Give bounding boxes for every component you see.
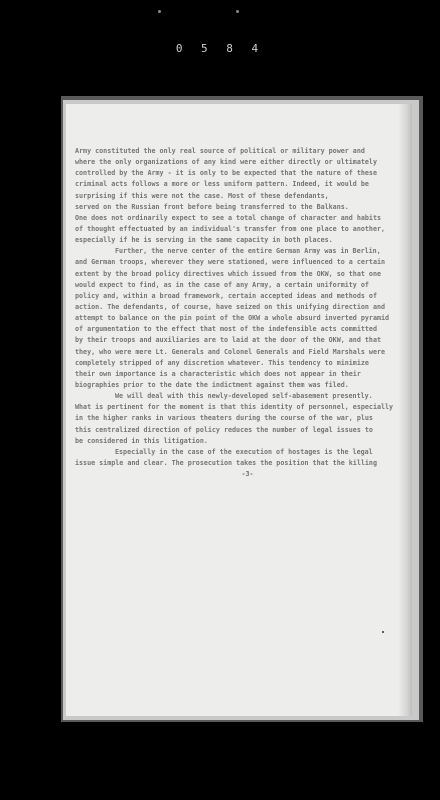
text-line: they, who were mere Lt. Generals and Colonel Generals and Field Marshals were	[75, 347, 386, 356]
text-line: issue simple and clear. The prosecution takes the position that the killing	[75, 458, 377, 467]
text-line: and German troops, wherever they were stationed, were influenced to a certain	[75, 258, 386, 267]
document-page	[66, 104, 412, 716]
text-line: One does not ordinarily expect to see a total change of character and habits	[75, 213, 381, 222]
text-line: We will deal with this newly-developed self-abasement presently.	[115, 392, 373, 401]
text-line: biographies prior to the date the indictment against them was filed.	[75, 380, 349, 389]
page-curl-edge	[398, 104, 412, 716]
text-line: served on the Russian front before being transferred to the Balkans.	[75, 202, 349, 211]
text-line: policy and, within a broad framework, certain accepted ideas and methods of	[75, 291, 377, 300]
text-line: Further, the nerve center of the entire German Army was in Berlin,	[115, 247, 381, 256]
film-edge-marks	[0, 6, 440, 20]
text-line: be considered in this litigation.	[75, 436, 208, 445]
text-line: their own importance is a characteristic which does not appear in their	[75, 369, 361, 378]
text-line: especially if he is serving in the same capacity in both places.	[75, 236, 333, 245]
film-frame-number: 0 5 8 4	[175, 42, 265, 55]
text-line: completely stripped of any discretion whatever. This tendency to minimize	[75, 358, 369, 367]
text-line: attempt to balance on the pin point of the OKW a whole absurd inverted pyramid	[75, 314, 390, 323]
document-body	[75, 146, 400, 480]
dust-speck	[382, 631, 384, 633]
text-line: by their troops and auxiliaries are to laid at the door of the OKW, and that	[75, 336, 381, 345]
text-line: in the higher ranks in various theaters during the course of the war, plus	[75, 414, 373, 423]
text-line: Especially in the case of the execution of hostages is the legal	[115, 447, 373, 456]
text-line: What is pertinent for the moment is that this identity of personnel, especially	[75, 403, 394, 412]
text-line: controlled by the Army - it is only to be expected that the nature of these	[75, 169, 377, 178]
text-line: of argumentation to the effect that most of the indefensible acts committed	[75, 325, 377, 334]
text-line: this centralized direction of policy reduces the number of legal issues to	[75, 425, 373, 434]
text-line: where the only organizations of any kind were either directly or ultimately	[75, 158, 377, 167]
text-line: extent by the broad policy directives which issued from the OKW, so that one	[75, 269, 381, 278]
page-number: -3-	[241, 470, 254, 479]
text-line: Army constituted the only real source of political or military power and	[75, 147, 365, 155]
text-line: would expect to find, as in the case of any Army, a certain uniformity of	[75, 280, 369, 289]
text-line: action. The defendants, of course, have seized on this unifying direction and	[75, 302, 386, 311]
text-line: surprising if this were not the case. Most of these defendants,	[75, 191, 329, 200]
text-line: criminal acts follows a more or less uniform pattern. Indeed, it would be	[75, 180, 369, 189]
text-line: of thought effectuated by an individual's transfer from one place to another,	[75, 224, 386, 233]
